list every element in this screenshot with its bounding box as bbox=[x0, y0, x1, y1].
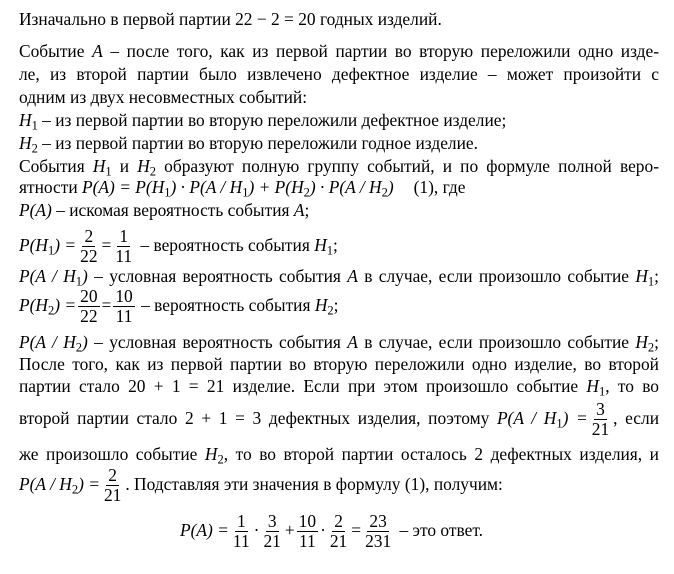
hypothesis-symbol: H bbox=[19, 133, 32, 153]
line-final-answer: P(A) = $\frac{1}{11}$ · $\frac{3}{21}$ + $\frac{10}{11}$ · $\frac{2}{21}$ = $\frac{23}{231}$ – это ответ. bbox=[180, 511, 483, 552]
line-probability-h1: $P(H_1)$ = $\frac{2}{22}$ = $\frac{1}{11}$ – вероятность события $H_1$; bbox=[19, 226, 338, 267]
line-second-batch-count: партии стало 20 + 1 = 21 изделие. Если при этом произошло событие $H_1$, то во bbox=[19, 376, 660, 399]
line-defective-count: второй партии стало 2 + 1 = 3 дефектных изделия, поэтому $P(A / H_1)$ = $\frac{3}{21}$ , если bbox=[19, 399, 660, 440]
text: – из первой партии во вторую переложили дефектное изделие; bbox=[37, 110, 507, 130]
hypothesis-symbol: H bbox=[137, 156, 150, 176]
text: – вероятность события bbox=[136, 294, 315, 315]
subscript: 1 bbox=[31, 118, 38, 133]
fraction: $\frac{10}{11}$ bbox=[298, 511, 317, 552]
formula: $P(A) = P(H_1) \cdot P(A / H_1) + P(H_2) \cdot P(A / H_2)$ bbox=[82, 177, 394, 200]
hypothesis-symbol: H bbox=[19, 110, 32, 130]
hypothesis-symbol: H bbox=[92, 156, 106, 176]
line-conditional-h2: $P(A / H_2)$ – условная вероятность события A в случае, если произошло событие $H_2$; bbox=[19, 332, 659, 355]
event-symbol: A bbox=[92, 41, 103, 61]
text: и bbox=[111, 156, 138, 176]
fraction: $\frac{1}{11}$ bbox=[232, 511, 250, 552]
fraction: $\frac{20}{22}$ bbox=[80, 286, 98, 327]
math-expression: P(A) bbox=[19, 200, 52, 220]
fraction: $\frac{3}{21}$ bbox=[263, 511, 281, 552]
formula-tag: (1), где bbox=[413, 177, 466, 197]
line-conditional-h2-value: $P(A / H_2)$ = $\frac{2}{21}$ . Подставляя эти значения в формулу (1), получим: bbox=[19, 465, 503, 506]
math-expression: 2 + 1 = 3 bbox=[184, 407, 262, 428]
text: Изначально в первой партии bbox=[19, 9, 236, 29]
line-event-a-definition bbox=[19, 41, 659, 61]
line-else-h2: же произошло событие $H_2$, то во второй партии осталось 2 дефектных изделия, и bbox=[19, 444, 659, 467]
subscript: 2 bbox=[149, 164, 157, 179]
text: ятности bbox=[19, 177, 83, 197]
line-probability-h2: $P(H_2)$ = $\frac{20}{22}$ = $\frac{10}{11}$ – вероятность события $H_2$; bbox=[19, 286, 339, 327]
line-event-a-continued: ле, из второй партии было извлечено дефектное изделие – может произойти с bbox=[19, 64, 659, 84]
text: – после того, как из первой партии во вторую переложили одно изде- bbox=[102, 41, 659, 61]
fraction: $\frac{1}{11}$ bbox=[115, 226, 133, 267]
text: годных изделий. bbox=[315, 9, 442, 29]
fraction: $\frac{3}{21}$ bbox=[591, 399, 610, 440]
math-expression: 22 − 2 = 20 bbox=[235, 9, 316, 29]
line-sought-probability: P(A) – искомая вероятность события A; bbox=[19, 200, 310, 220]
fraction: $\frac{2}{21}$ bbox=[329, 511, 348, 552]
fraction: $\frac{2}{22}$ bbox=[80, 226, 98, 267]
subscript: 2 bbox=[31, 141, 38, 156]
line-hypothesis-h1 bbox=[19, 110, 506, 136]
text: – из первой партии во вторую переложили годное изделие. bbox=[37, 133, 478, 153]
line-conditional-h1: $P(A / H_1)$ – условная вероятность события A в случае, если произошло событие $H_1$; bbox=[19, 266, 659, 289]
subscript: 1 bbox=[105, 164, 112, 179]
text: События bbox=[19, 156, 93, 176]
line-two-events: одним из двух несовместных событий: bbox=[19, 87, 308, 107]
line-total-probability-formula bbox=[19, 177, 465, 203]
math-expression: 20 + 1 = 21 bbox=[128, 376, 225, 396]
line-hypothesis-h2 bbox=[19, 133, 478, 159]
line-initial-count bbox=[19, 9, 442, 29]
text: Событие bbox=[19, 41, 93, 61]
text: образуют полную группу событий, и по формуле полной веро- bbox=[156, 156, 659, 176]
text: – вероятность события bbox=[136, 234, 315, 255]
fraction: $\frac{10}{11}$ bbox=[115, 286, 133, 327]
text: – искомая вероятность события bbox=[51, 200, 294, 220]
line-after-transfer: После того, как из первой партии во вторую переложили одно изделие, во второй bbox=[19, 354, 659, 374]
event-symbol: A bbox=[293, 200, 305, 220]
fraction: $\frac{2}{21}$ bbox=[103, 465, 122, 506]
fraction: $\frac{23}{231}$ bbox=[365, 511, 392, 552]
